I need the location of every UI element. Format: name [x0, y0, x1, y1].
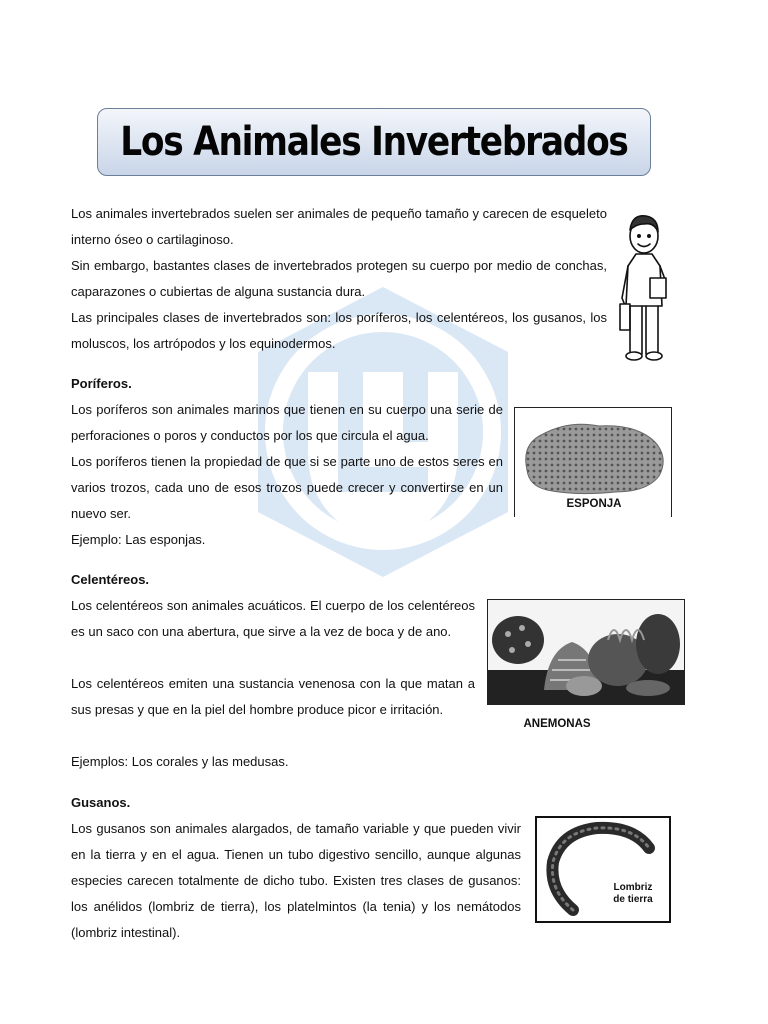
intro-paragraph-3: Las principales clases de invertebrados son: los poríferos, los celentéreos, los gusanos, los moluscos, los artrópodos y los equinodermos.	[71, 310, 607, 351]
intro-paragraph-1: Los animales invertebrados suelen ser animales de pequeño tamaño y carecen de esqueleto interno óseo o cartilaginoso.	[71, 206, 607, 247]
section-heading-poriferos: Poríferos.	[71, 376, 132, 391]
poriferos-paragraph-1: Los poríferos son animales marinos que tienen en su cuerpo una serie de perforaciones o poros y conductos por los que circula el agua.	[71, 402, 503, 443]
earthworm-caption	[601, 882, 665, 906]
earthworm-figure	[535, 816, 671, 923]
earthworm-caption-line-2: de tierra	[613, 894, 653, 905]
page-title: Los Animales Invertebrados	[120, 119, 628, 165]
celentereos-paragraph-2: Los celentéreos emiten una sustancia venenosa con la que matan a sus presas y que en la piel del hombre produce picor e irritación.	[71, 676, 475, 717]
student-drawing-icon	[614, 208, 674, 364]
anemone-figure	[487, 599, 685, 705]
section-heading-gusanos: Gusanos.	[71, 795, 131, 810]
intro-paragraph-2: Sin embargo, bastantes clases de invertebrados protegen su cuerpo por medio de conchas, caparazones o cubiertas de alguna sustancia dura.	[71, 258, 607, 299]
anemone-caption: ANEMONAS	[523, 718, 591, 730]
sponge-image-icon	[519, 414, 669, 498]
sponge-figure	[514, 407, 672, 517]
gusanos-paragraph-1: Los gusanos son animales alargados, de tamaño variable y que pueden vivir en la tierra y en el agua. Tienen un tubo digestivo sencillo, aunque algunas especies carecen totalmente de dicho tubo. Existen tres clases de gusanos: los anélidos (lombriz de tierra), los platelmintos (la tenia) y los nemátodos (lombriz intestinal).	[71, 821, 521, 940]
title-banner	[97, 108, 651, 176]
section-heading-celentereos: Celentéreos.	[71, 572, 150, 587]
poriferos-example: Ejemplo: Las esponjas.	[71, 532, 206, 547]
celentereos-example: Ejemplos: Los corales y las medusas.	[71, 754, 289, 769]
celentereos-paragraph-1: Los celentéreos son animales acuáticos. El cuerpo de los celentéreos es un saco con una abertura, que sirve a la vez de boca y de ano.	[71, 598, 475, 639]
anemone-image-icon	[488, 600, 684, 704]
earthworm-caption-line-1: Lombriz	[613, 882, 653, 893]
poriferos-paragraph-2: Los poríferos tienen la propiedad de que si se parte uno de estos seres en varios trozos, cada uno de esos trozos puede crecer y convertirse en un nuevo ser.	[71, 454, 503, 521]
sponge-caption: ESPONJA	[566, 498, 622, 510]
